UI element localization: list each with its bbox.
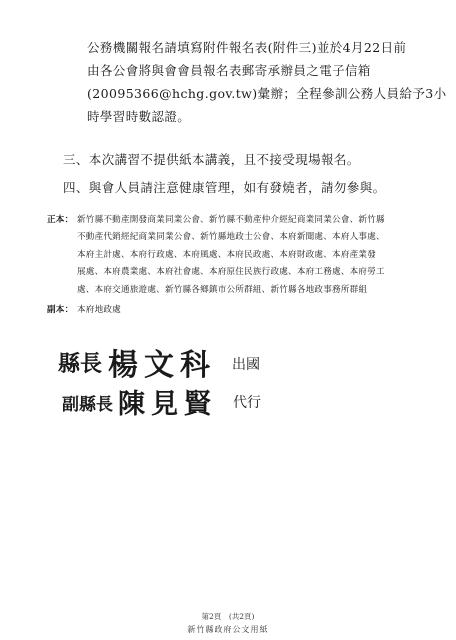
paper-label: 新竹縣政府公文用紙 (187, 625, 269, 634)
deputy-name: 陳見賢 (118, 389, 217, 420)
page-number: 第2頁 (共2頁) (201, 612, 255, 621)
distribution-copy-label: 副本： (47, 305, 74, 315)
distribution-main (47, 212, 417, 302)
item-three: 三、本次講習不提供紙本講義，且不接受現場報名。 (63, 152, 360, 167)
distribution-line: 本府主計處、本府行政處、本府風處、本府民政處、本府財政處、本府產業發 (77, 249, 376, 260)
magistrate-note: 出國 (232, 357, 260, 373)
distribution-line: 處、本府交通旅遊處、新竹縣各鄉鎮市公所群組、新竹縣各地政事務所群組 (77, 284, 368, 295)
distribution-line: 不動產代銷經紀商業同業公會、新竹縣地政士公會、本府新聞處、本府人事處、 (77, 232, 385, 243)
distribution-main-list (77, 212, 417, 299)
registration-paragraph (87, 36, 447, 128)
deputy-note: 代行 (233, 395, 261, 411)
item-four: 四、與會人員請注意健康管理，如有發燒者，請勿參與。 (63, 180, 386, 195)
deputy-title: 副縣長 (62, 395, 113, 415)
magistrate-name: 楊文科 (108, 348, 216, 383)
magistrate-title: 縣長 (58, 351, 103, 377)
distribution-main-label: 正本： (47, 215, 74, 225)
distribution-copy (47, 302, 417, 320)
paragraph-line: 由各公會將與會會員報名表郵寄承辦員之電子信箱 (87, 63, 371, 78)
distribution-copy-list (77, 302, 417, 319)
paragraph-line: 時學習時數認證。 (87, 109, 191, 124)
distribution-line: 本府地政處 (77, 305, 121, 315)
paragraph-line: 公務機關報名請填寫附件報名表(附件三)並於4月22日前 (87, 40, 407, 55)
distribution-line: 新竹縣不動產開發商業同業公會、新竹縣不動產仲介經紀商業同業公會、新竹縣 (77, 215, 385, 225)
distribution-line: 展處、本府農業處、本府社會處、本府原住民族行政處、本府工務處、本府勞工 (77, 267, 385, 278)
paragraph-line: (20095366@hchg.gov.tw)彙辦；全程參訓公務人員給予3小 (87, 86, 447, 101)
